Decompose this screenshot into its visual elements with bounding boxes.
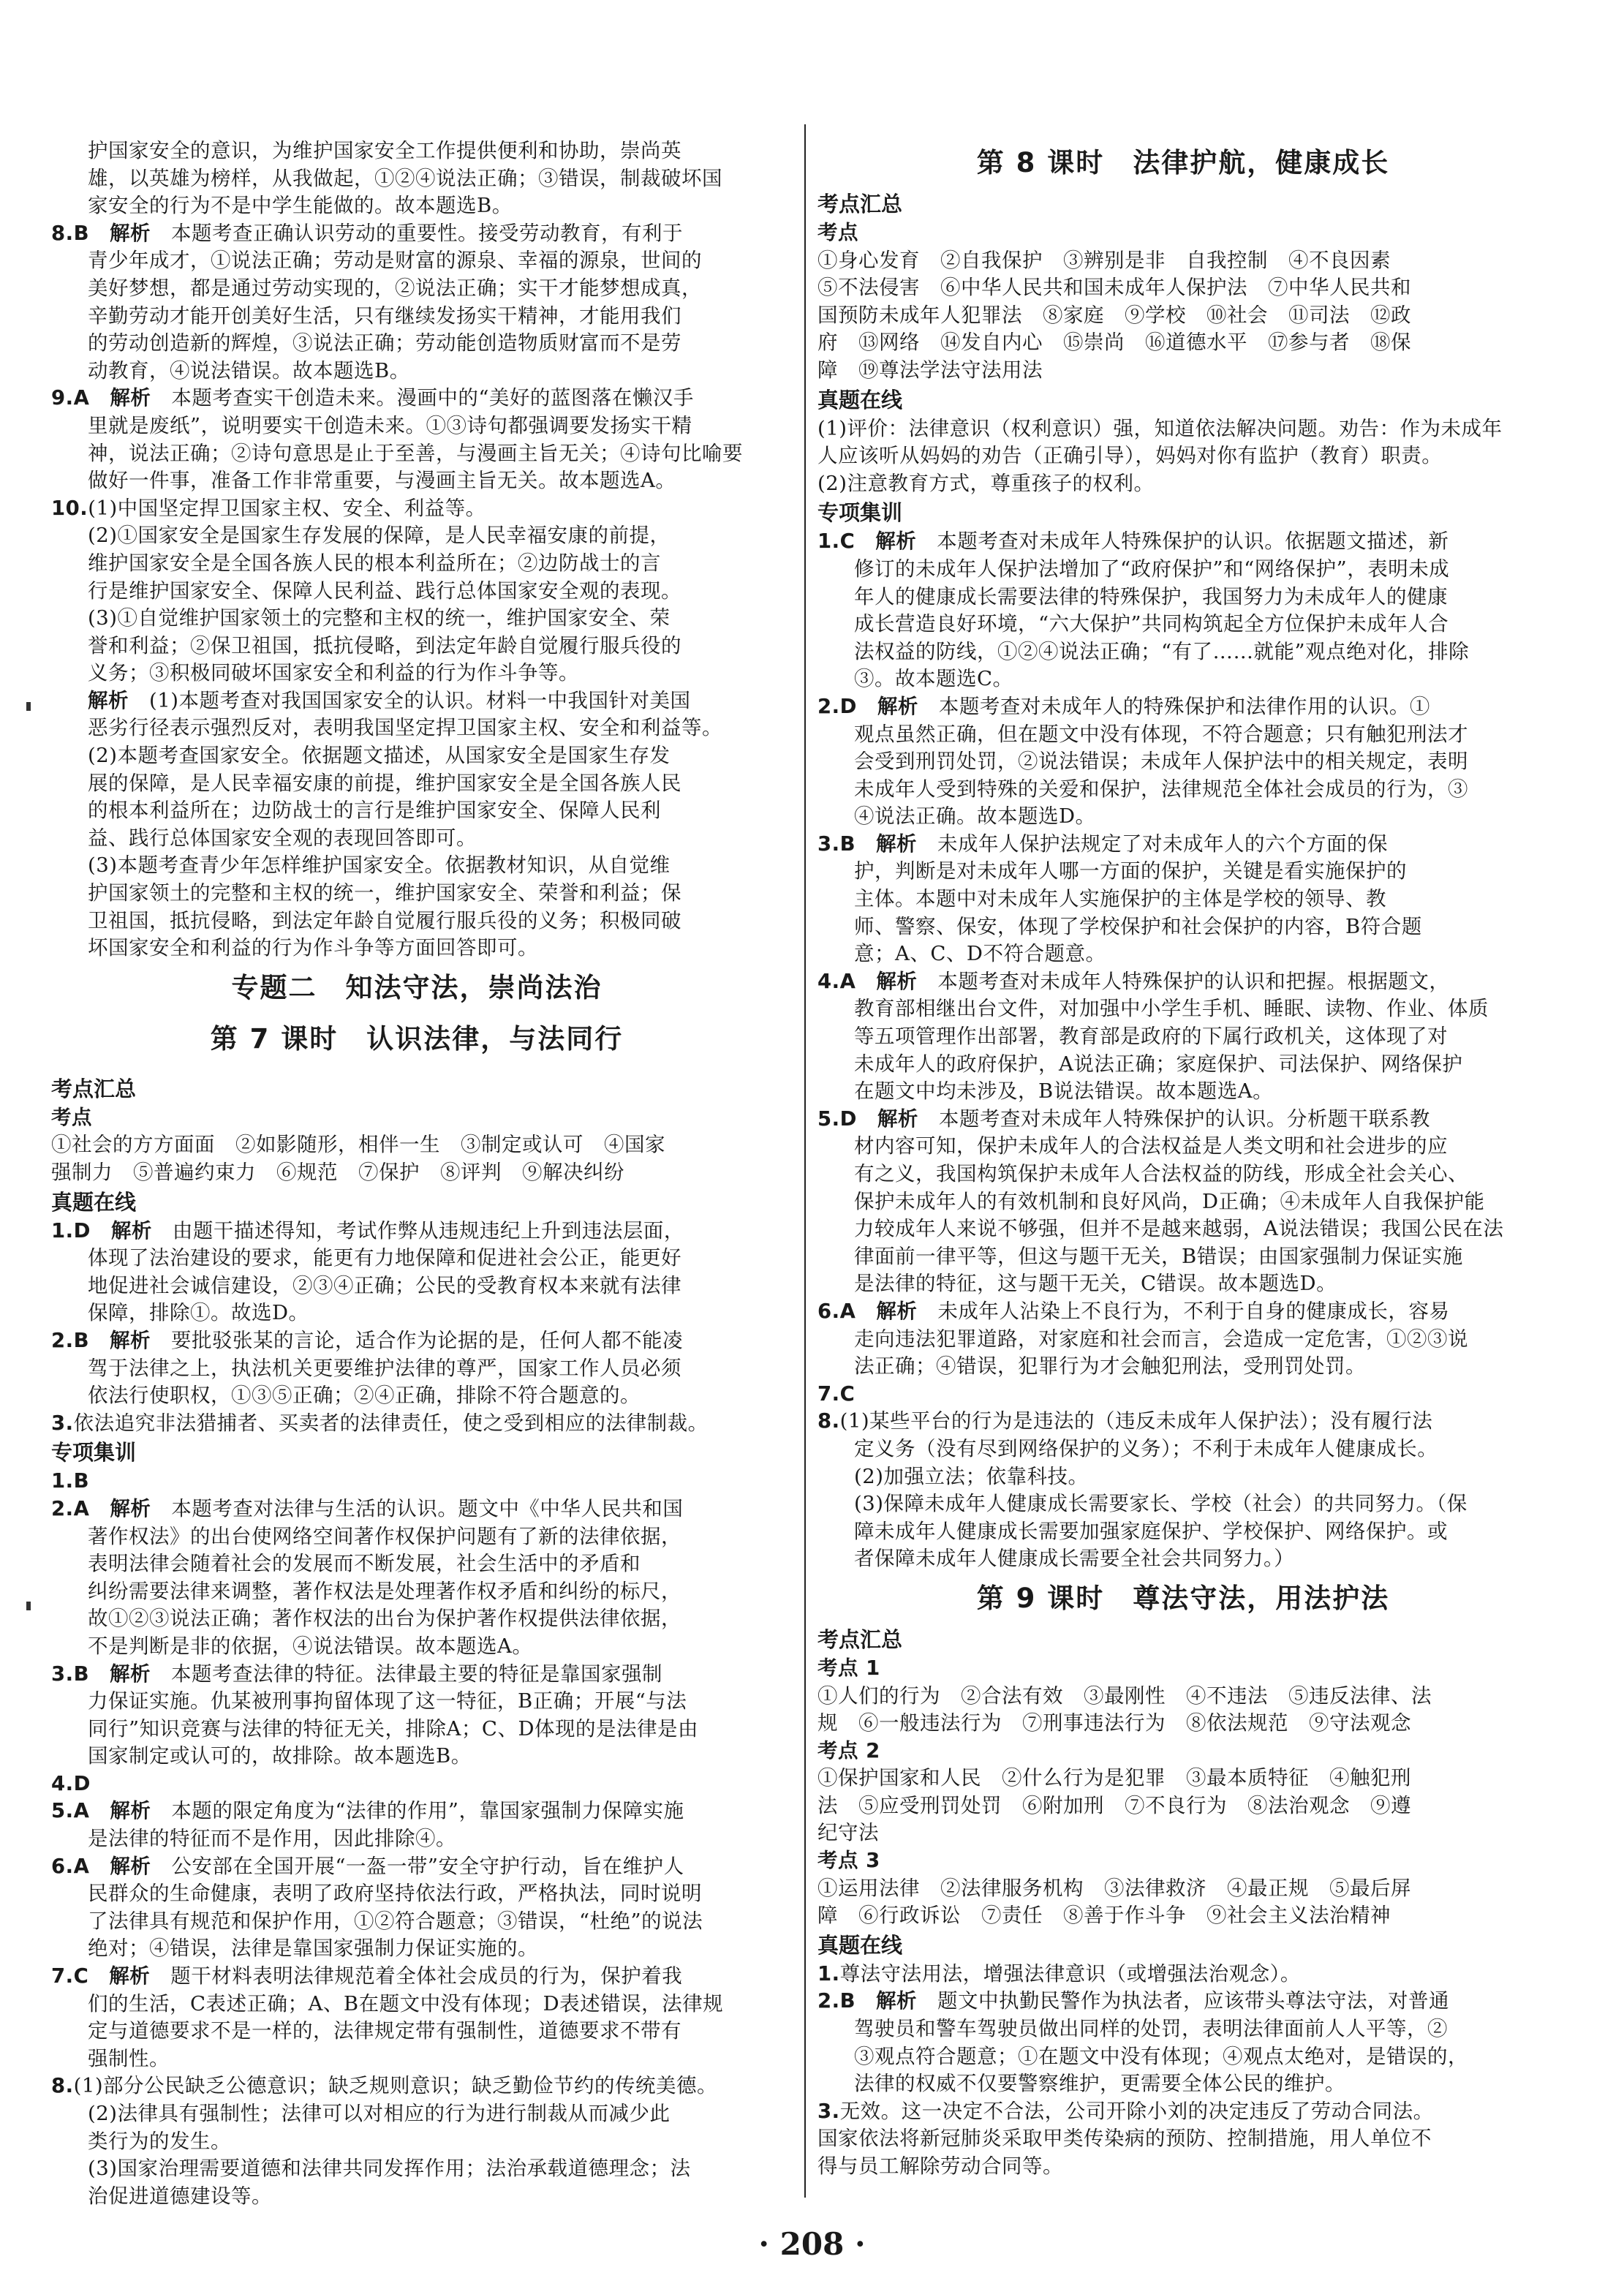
text-line: 在题文中均未涉及，B说法错误。故本题选A。 <box>854 1079 1274 1104</box>
answer-label: 3.B 解析 <box>51 1662 151 1686</box>
text-line: ①身心发育 ②自我保护 ③辨别是非 自我控制 ④不良因素 <box>817 248 1391 272</box>
text-line: 的根本利益所在；边防战士的言行是维护国家安全、保障人民利 <box>88 799 661 823</box>
answer-label: 8. <box>817 1409 840 1433</box>
text-line: 未成年人受到特殊的关爱和保护，法律规范全体社会成员的行为，③ <box>854 777 1468 801</box>
text-line: 观点虽然正确，但在题文中没有体现，不符合题意；只有触犯刑法才 <box>854 722 1468 746</box>
text-line: 2.A 解析 本题考查对法律与生活的认识。题文中《中华人民共和国 <box>51 1496 684 1520</box>
text-line: 2.B 解析 要批驳张某的言论，适合作为论据的是，任何人都不能凌 <box>51 1328 684 1352</box>
text-line: 1.尊法守法用法，增强法律意识（或增强法治观念）。 <box>817 1961 1301 1986</box>
sub-heading: 考点 3 <box>817 1849 880 1873</box>
answer-label: 解析 <box>88 688 129 712</box>
text-line: 纠纷需要法律来调整，著作权法是处理著作权矛盾和纠纷的标尺， <box>88 1579 681 1603</box>
answer-label: 3.B 解析 <box>817 831 918 856</box>
text-line: 府 ⑬网络 ⑭发自内心 ⑮崇尚 ⑯道德水平 ⑰参与者 ⑱保 <box>817 331 1411 355</box>
text-line: 纪守法 <box>817 1821 879 1845</box>
answer-label: 9.A 解析 <box>51 386 151 410</box>
text-line: 著作权法》的出台使网络空间著作权保护问题有了新的法律依据， <box>88 1524 681 1548</box>
answer-label: 8. <box>51 2074 74 2098</box>
text-line: 8.B 解析 本题考查正确认识劳动的重要性。接受劳动教育，有利于 <box>51 221 684 245</box>
text-line: 依法行使职权，①③⑤正确；②④正确，排除不符合题意的。 <box>88 1384 641 1408</box>
text-line: 治促进道德建设等。 <box>88 2184 272 2208</box>
answer-label: 1.C 解析 <box>817 529 917 554</box>
answer-label: 10. <box>51 496 88 520</box>
sub-heading: 考点 <box>51 1105 92 1129</box>
text-line: 成长营造良好环境，“六大保护”共同构筑起全方位保护未成年人合 <box>854 612 1449 636</box>
answer-label: 1. <box>817 1961 840 1986</box>
text-line: 2.D 解析 本题考查对未成年人的特殊保护和法律作用的认识。① <box>817 694 1430 718</box>
text-line: 义务；③积极同破坏国家安全和利益的行为作斗争等。 <box>88 661 579 685</box>
text-line: (2)加强立法；依靠科技。 <box>854 1464 1089 1488</box>
page-number: · 208 · <box>758 2226 866 2262</box>
answer-label: 2.B 解析 <box>51 1328 151 1352</box>
text-line: 6.A 解析 公安部在全国开展“一盔一带”安全守护行动，旨在维护人 <box>51 1854 684 1878</box>
answer-label: 3. <box>51 1411 74 1435</box>
answer-label: 6.A 解析 <box>51 1854 151 1878</box>
answer-label: 2.B 解析 <box>817 1989 918 2013</box>
text-line: 人应该听从妈妈的劝告（正确引导），妈妈对你有监护（教育）职责。 <box>817 444 1443 468</box>
section-heading: 真题在线 <box>51 1189 137 1215</box>
text-line: 不是判断是非的依据，④说法错误。故本题选A。 <box>88 1634 533 1658</box>
text-line: 保护未成年人的有效机制和良好风尚，D正确；④未成年人自我保护能 <box>854 1189 1485 1213</box>
text-line <box>51 1468 782 1496</box>
answer-label: 1.D 解析 <box>51 1218 152 1242</box>
answer-label: 2.D 解析 <box>817 694 918 718</box>
text-line: 绝对；④错误，法律是靠国家强制力保证实施的。 <box>88 1937 538 1961</box>
sub-heading: 考点 1 <box>817 1656 880 1680</box>
text-line: 维护国家安全是全国各族人民的根本利益所在；②边防战士的言 <box>88 551 661 575</box>
text-line: 辛勤劳动才能开创美好生活，只有继续发扬实干精神，才能用我们 <box>88 303 681 328</box>
text-line: 民群众的生命健康，表明了政府坚持依法行政，严格执法，同时说明 <box>88 1882 702 1906</box>
text-line: 律面前一律平等，但这与题干无关，B错误；由国家强制力保证实施 <box>854 1244 1463 1268</box>
text-line: ③。故本题选C。 <box>854 667 1013 691</box>
text-line: ①保护国家和人民 ②什么行为是犯罪 ③最本质特征 ④触犯刑 <box>817 1766 1411 1790</box>
sub-heading: 考点 <box>817 221 858 244</box>
text-line: 青少年成才，①说法正确；劳动是财富的源泉、幸福的源泉，世间的 <box>88 249 702 273</box>
text-line: 家安全的行为不是中学生能做的。故本题选B。 <box>88 194 513 218</box>
text-line: 年人的健康成长需要法律的特殊保护，我国努力为未成年人的健康 <box>854 584 1448 608</box>
text-line: 定与道德要求不是一样的，法律规定带有强制性，道德要求不带有 <box>88 2019 681 2043</box>
margin-mark <box>26 702 31 711</box>
text-line: 神，说法正确；②诗句意思是止于至善，与漫画主旨无关；④诗句比喻要 <box>88 441 743 465</box>
text-line: 修订的未成年人保护法增加了“政府保护”和“网络保护”，表明未成 <box>854 557 1450 581</box>
lesson-title: 专题二 知法守法，崇尚法治 <box>231 971 603 1003</box>
text-line: 教育部相继出台文件，对加强中小学生手机、睡眠、读物、作业、体质 <box>854 997 1489 1021</box>
text-line: (2)①国家安全是国家生存发展的保障，是人民幸福安康的前提， <box>88 524 671 548</box>
lesson-title: 第 9 课时 尊法守法，用法护法 <box>976 1582 1390 1614</box>
text-line: 障 ⑲尊法学法守法用法 <box>817 358 1043 382</box>
section-heading: 真题在线 <box>817 1932 903 1958</box>
text-line: 故①②③说法正确；著作权法的出台为保护著作权提供法律依据， <box>88 1607 681 1631</box>
text-line: 驾驶员和警车驾驶员做出同样的处罚，表明法律面前人人平等，② <box>854 2017 1448 2041</box>
text-line: 们的生活，C表述正确；A、B在题文中没有体现；D表述错误，法律规 <box>88 1991 724 2015</box>
text-line: 国预防未成年人犯罪法 ⑧家庭 ⑨学校 ⑩社会 ⑪司法 ⑫政 <box>817 303 1411 327</box>
text-line: 会受到刑罚处罚，②说法错误；未成年人保护法中的相关规定，表明 <box>854 750 1468 774</box>
section-heading: 考点汇总 <box>817 192 903 216</box>
text-line: 表明法律会随着社会的发展而不断发展，社会生活中的矛盾和 <box>88 1552 641 1576</box>
text-line: 4.A 解析 本题考查对未成年人特殊保护的认识和把握。根据题文， <box>817 969 1450 993</box>
text-line: 7.C 解析 题干材料表明法律规范着全体社会成员的行为，保护着我 <box>51 1964 683 1988</box>
text-line: (2)法律具有强制性；法律可以对相应的行为进行制裁从而减少此 <box>88 2102 671 2125</box>
answer-label: 4.A 解析 <box>817 969 918 993</box>
text-line: 1.C 解析 本题考查对未成年人特殊保护的认识。依据题文描述，新 <box>817 529 1449 554</box>
text-line: 卫祖国，抵抗侵略，到法定年龄自觉履行服兵役的义务；积极同破 <box>88 908 681 932</box>
text-line: 地促进社会诚信建设，②③④正确；公民的受教育权本来就有法律 <box>88 1273 681 1297</box>
text-line: ④说法正确。故本题选D。 <box>854 804 1096 829</box>
text-line: 定义务（没有尽到网络保护的义务）；不利于未成年人健康成长。 <box>854 1436 1438 1460</box>
section-heading: 考点汇总 <box>817 1626 903 1652</box>
text-line: ⑤不法侵害 ⑥中华人民共和国未成年人保护法 ⑦中华人民共和 <box>817 276 1411 300</box>
text-line: 者保障未成年人健康成长需要全社会共同努力。） <box>854 1547 1295 1571</box>
sub-heading: 考点 2 <box>817 1738 880 1762</box>
text-line: (2)本题考查国家安全。依据题文描述，从国家安全是国家生存发 <box>88 744 671 768</box>
text-line: 主体。本题中对未成年人实施保护的主体是学校的领导、教 <box>854 887 1386 911</box>
text-line: 6.A 解析 未成年人沾染上不良行为，不利于自身的健康成长，容易 <box>817 1299 1450 1323</box>
text-line: (3)保障未成年人健康成长需要家长、学校（社会）的共同努力。（保 <box>854 1492 1468 1516</box>
text-line: 强制性。 <box>88 2046 170 2070</box>
text-line: 有之义，我国构筑保护未成年人合法权益的防线，形成全社会关心、 <box>854 1162 1468 1185</box>
text-line: 法正确；④错误，犯罪行为才会触犯刑法，受刑罚处罚。 <box>854 1354 1366 1379</box>
spacer <box>51 1065 782 1074</box>
text-line: 2.B 解析 题文中执勤民警作为执法者，应该带头尊法守法，对普通 <box>817 1989 1450 2013</box>
text-line: 3.B 解析 本题考查法律的特征。法律最主要的特征是靠国家强制 <box>51 1662 663 1686</box>
text-line: 3.无效。这一决定不合法，公司开除小刘的决定违反了劳动合同法。 <box>817 2099 1434 2123</box>
answer-label: 8.B 解析 <box>51 221 151 245</box>
section-heading: 专项集训 <box>51 1440 137 1466</box>
text-line: 了法律具有规范和保护作用，①②符合题意；③错误，“杜绝”的说法 <box>88 1909 703 1933</box>
answer-label: 4.D <box>51 1771 91 1795</box>
text-line: 是法律的特征而不是作用，因此排除④。 <box>88 1827 456 1851</box>
text-line: 强制力 ⑤普遍约束力 ⑥规范 ⑦保护 ⑧评判 ⑨解决纠纷 <box>51 1161 624 1184</box>
text-line: 誉和利益；②保卫祖国，抵抗侵略，到法定年龄自觉履行服兵役的 <box>88 633 681 657</box>
text-line: 意；A、C、D不符合题意。 <box>854 942 1106 966</box>
text-line: 5.A 解析 本题的限定角度为“法律的作用”，靠国家强制力保障实施 <box>51 1799 684 1823</box>
text-line: 等五项管理作出部署，教育部是政府的下属行政机关，这体现了对 <box>854 1025 1448 1049</box>
text-line: 3.B 解析 未成年人保护法规定了对未成年人的六个方面的保 <box>817 831 1389 856</box>
text-line: 恶劣行径表示强烈反对，表明我国坚定捍卫国家主权、安全和利益等。 <box>88 716 722 740</box>
text-line: 8.(1)部分公民缺乏公德意识；缺乏规则意识；缺乏勤俭节约的传统美德。 <box>51 2074 718 2098</box>
text-line: ①运用法律 ②法律服务机构 ③法律救济 ④最正规 ⑤最后屏 <box>817 1876 1411 1900</box>
text-line: 3.依法追究非法猎捕者、买卖者的法律责任，使之受到相应的法律制裁。 <box>51 1411 709 1435</box>
text-line: 展的保障，是人民幸福安康的前提，维护国家安全是全国各族人民 <box>88 771 681 795</box>
text-line: 1.D 解析 由题干描述得知，考试作弊从违规违纪上升到违法层面， <box>51 1218 684 1242</box>
text-line: 10.(1)中国坚定捍卫国家主权、安全、利益等。 <box>51 496 486 520</box>
text-line: 解析 (1)本题考查对我国国家安全的认识。材料一中我国针对美国 <box>88 688 691 712</box>
text-line: 体现了法治建设的要求，能更有力地保障和促进社会公正，能更好 <box>88 1246 681 1270</box>
text-line: (3)①自觉维护国家领土的完整和主权的统一，维护国家安全、荣 <box>88 606 671 630</box>
text-line: ①人们的行为 ②合法有效 ③最刚性 ④不违法 ⑤违反法律、法 <box>817 1683 1432 1708</box>
text-line: 国家依法将新冠肺炎采取甲类传染病的预防、控制措施，用人单位不 <box>817 2127 1432 2151</box>
right-column <box>817 137 1549 2181</box>
text-line: 8.(1)某些平台的行为是违法的（违反未成年人保护法）；没有履行法 <box>817 1409 1433 1433</box>
answer-label: 3. <box>817 2099 840 2123</box>
text-line: 动教育，④说法错误。故本题选B。 <box>88 358 410 382</box>
text-line <box>51 1771 782 1798</box>
lesson-title: 第 8 课时 法律护航，健康成长 <box>976 147 1390 178</box>
text-line: 障未成年人健康成长需要加强家庭保护、学校保护、网络保护。或 <box>854 1519 1448 1543</box>
text-line: 法权益的防线，①②④说法正确；“有了……就能”观点绝对化，排除 <box>854 639 1470 663</box>
text-line: (3)本题考查青少年怎样维护国家安全。依据教材知识，从自觉维 <box>88 853 671 878</box>
text-line: 做好一件事，准备工作非常重要，与漫画主旨无关。故本题选A。 <box>88 469 676 493</box>
section-heading: 真题在线 <box>817 387 903 412</box>
text-line: 是法律的特征，这与题干无关，C错误。故本题选D。 <box>854 1272 1337 1296</box>
text-line: 力保证实施。仇某被刑事拘留体现了这一特征，B正确；开展“与法 <box>88 1689 687 1713</box>
text-line: ①社会的方方面面 ②如影随形，相伴一生 ③制定或认可 ④国家 <box>51 1133 665 1157</box>
column-divider <box>804 124 806 2198</box>
text-line <box>817 1381 1549 1409</box>
text-line: 得与员工解除劳动合同等。 <box>817 2154 1063 2178</box>
text-line: 护国家安全的意识，为维护国家安全工作提供便利和协助，崇尚英 <box>88 139 681 162</box>
text-line: 规 ⑥一般违法行为 ⑦刑事违法行为 ⑧依法规范 ⑨守法观念 <box>817 1711 1411 1735</box>
text-line: 9.A 解析 本题考查实干创造未来。漫画中的“美好的蓝图落在懒汉手 <box>51 386 694 410</box>
answer-label: 2.A 解析 <box>51 1496 151 1520</box>
text-line: 同行”知识竞赛与法律的特征无关，排除A；C、D体现的是法律是由 <box>88 1716 699 1741</box>
text-line: 雄，以英雄为榜样，从我做起，①②④说法正确；③错误，制裁破坏国 <box>88 166 722 190</box>
text-line: 美好梦想，都是通过劳动实现的，②说法正确；实干才能梦想成真， <box>88 276 702 300</box>
margin-mark <box>26 1602 31 1610</box>
text-line: 坏国家安全和利益的行为作斗争等方面回答即可。 <box>88 936 538 960</box>
text-line: 国家制定或认可的，故排除。故本题选B。 <box>88 1744 472 1768</box>
text-line: 护国家领土的完整和主权的统一，维护国家安全、荣誉和利益；保 <box>88 881 681 905</box>
section-heading: 考点汇总 <box>51 1076 137 1101</box>
text-line: 师、警察、保安，体现了学校保护和社会保护的内容，B符合题 <box>854 914 1422 938</box>
text-line: 益、践行总体国家安全观的表现回答即可。 <box>88 826 477 850</box>
text-line: ③观点符合题意；①在题文中没有体现；④观点太绝对，是错误的， <box>854 2044 1468 2068</box>
answer-label: 1.B <box>51 1469 90 1493</box>
section-heading: 专项集训 <box>817 500 903 526</box>
text-line: 行是维护国家安全、保障人民利益、践行总体国家安全观的表现。 <box>88 578 681 603</box>
text-line: (2)注意教育方式，尊重孩子的权利。 <box>817 471 1155 495</box>
text-line: 材内容可知，保护未成年人的合法权益是人类文明和社会进步的应 <box>854 1134 1448 1158</box>
text-line: 里就是废纸”，说明要实干创造未来。①③诗句都强调要发扬实干精 <box>88 413 692 437</box>
left-column <box>51 137 782 2210</box>
text-line: 障 ⑥行政诉讼 ⑦责任 ⑧善于作斗争 ⑨社会主义法治精神 <box>817 1904 1391 1928</box>
lesson-title: 第 7 课时 认识法律，与法同行 <box>210 1022 624 1055</box>
text-line: 法律的权威不仅要警察维护，更需要全体公民的维护。 <box>854 2072 1345 2096</box>
answer-label: 5.A 解析 <box>51 1799 151 1823</box>
text-line: 护，判断是对未成年人哪一方面的保护，关键是看实施保护的 <box>854 859 1407 883</box>
text-line: (1)评价：法律意识（权利意识）强，知道依法解决问题。劝告：作为未成年 <box>817 416 1503 440</box>
text-line: 5.D 解析 本题考查对未成年人特殊保护的认识。分析题干联系教 <box>817 1106 1430 1131</box>
text-line: 未成年人的政府保护，A说法正确；家庭保护、司法保护、网络保护 <box>854 1052 1463 1076</box>
text-line: 保障，排除①。故选D。 <box>88 1301 309 1325</box>
text-line: (3)国家治理需要道德和法律共同发挥作用；法治承载道德理念；法 <box>88 2157 691 2181</box>
text-line: 力较成年人来说不够强，但并不是越来越弱，A说法错误；我国公民在法 <box>854 1217 1504 1241</box>
answer-label: 5.D 解析 <box>817 1106 918 1131</box>
text-line: 走向违法犯罪道路，对家庭和社会而言，会造成一定危害，①②③说 <box>854 1327 1468 1351</box>
answer-label: 7.C <box>817 1381 856 1406</box>
answer-label: 6.A 解析 <box>817 1299 918 1323</box>
answer-label: 7.C 解析 <box>51 1964 151 1988</box>
text-line: 法 ⑤应受刑罚处罚 ⑥附加刑 ⑦不良行为 ⑧法治观念 ⑨遵 <box>817 1793 1411 1817</box>
text-line: 驾于法律之上，执法机关更要维护法律的尊严，国家工作人员必须 <box>88 1356 681 1380</box>
text-line: 的劳动创造新的辉煌，③说法正确；劳动能创造物质财富而不是劳 <box>88 331 681 355</box>
text-line: 类行为的发生。 <box>88 2129 231 2153</box>
